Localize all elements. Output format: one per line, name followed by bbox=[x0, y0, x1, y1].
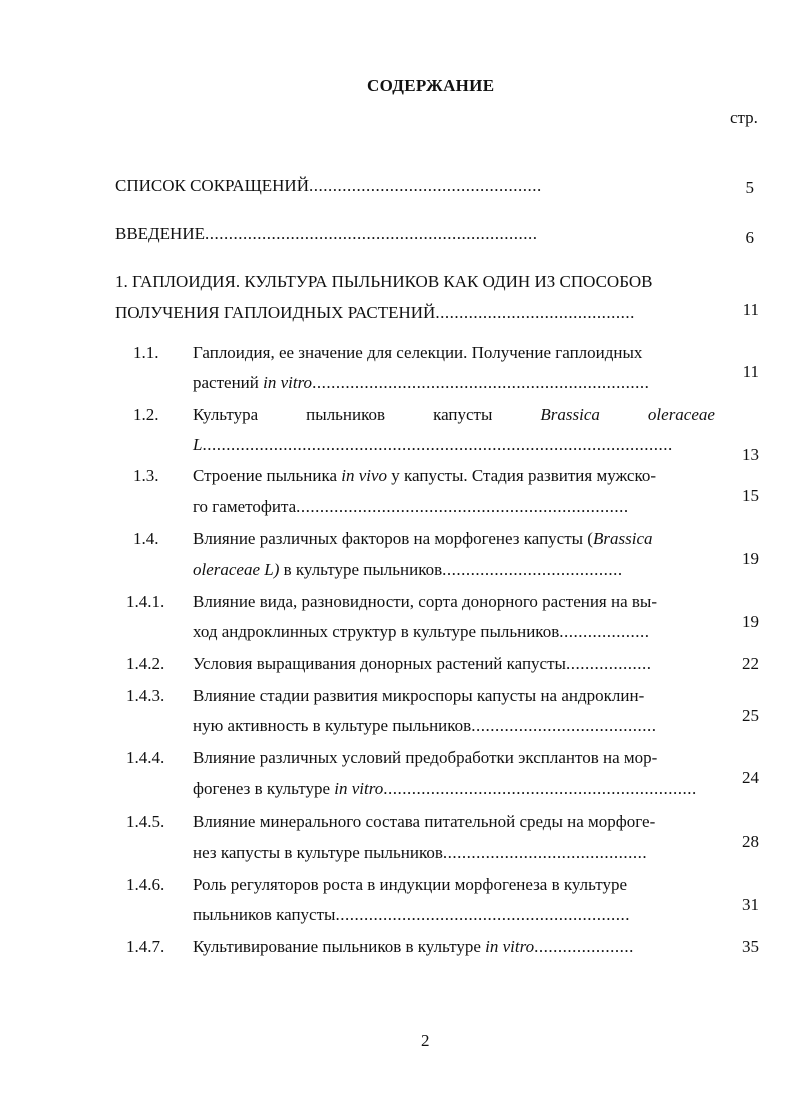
toc-chapter-1-line2: ПОЛУЧЕНИЯ ГАПЛОИДНЫХ РАСТЕНИЙ.......................................... bbox=[115, 303, 635, 322]
toc-page-number: 22 bbox=[742, 654, 759, 673]
section-number: 1.2. bbox=[133, 405, 159, 424]
toc-page-number: 5 bbox=[745, 178, 754, 197]
dot-leader: ........................................... bbox=[442, 843, 648, 862]
toc-page-number: 35 bbox=[742, 937, 759, 956]
dot-leader: ...................................................................... bbox=[296, 497, 629, 516]
section-number: 1.4.1. bbox=[126, 592, 165, 611]
toc-page-number: 6 bbox=[745, 228, 754, 247]
toc-page-number: 19 bbox=[742, 549, 759, 568]
dot-leader: ................................................. bbox=[308, 176, 542, 195]
dot-leader: .................. bbox=[565, 654, 652, 673]
section-1-4-line1: Влияние различных факторов на морфогенез капусты (Brassica bbox=[193, 529, 653, 548]
section-number: 1.4.5. bbox=[126, 812, 165, 831]
dot-leader: .............................................................. bbox=[335, 905, 630, 924]
section-number: 1.1. bbox=[133, 343, 159, 362]
dot-leader: .................................................................. bbox=[383, 779, 697, 798]
toc-page-number: 13 bbox=[742, 445, 759, 464]
section-1-4-4-line2: фогенез в культуре in vitro.................................................................. bbox=[193, 779, 697, 798]
toc-page-number: 11 bbox=[742, 362, 759, 381]
dot-leader: ..................... bbox=[534, 937, 634, 956]
dot-leader: ....................................................................... bbox=[312, 373, 650, 392]
dot-leader: .......................................... bbox=[435, 303, 635, 322]
section-1-1-line2: растений in vitro....................................................................... bbox=[193, 373, 650, 392]
section-number: 1.4.6. bbox=[126, 875, 165, 894]
section-number: 1.4.3. bbox=[126, 686, 165, 705]
section-1-2-line2: L................................................................................................... bbox=[193, 435, 673, 454]
section-1-4-5-line1: Влияние минерального состава питательной среды на морфоге- bbox=[193, 812, 656, 831]
toc-chapter-1-line1: 1. ГАПЛОИДИЯ. КУЛЬТУРА ПЫЛЬНИКОВ КАК ОДИН ИЗ СПОСОБОВ bbox=[115, 272, 653, 291]
dot-leader: ...................................... bbox=[442, 560, 623, 579]
section-1-4-3-line1: Влияние стадии развития микроспоры капусты на андроклин- bbox=[193, 686, 645, 705]
section-1-4-3-line2: ную активность в культуре пыльников....................................... bbox=[193, 716, 657, 735]
section-number: 1.4.4. bbox=[126, 748, 165, 767]
section-1-3-line2: го гаметофита...................................................................... bbox=[193, 497, 629, 516]
page-column-header: стр. bbox=[730, 108, 758, 127]
toc-entry-introduction bbox=[115, 224, 537, 244]
toc-page-number: 25 bbox=[742, 706, 759, 725]
section-1-4-line2: oleraceae L) в культуре пыльников...................................... bbox=[193, 560, 623, 579]
section-1-4-6-line2: пыльников капусты.............................................................. bbox=[193, 905, 630, 924]
toc-entry-title: СПИСОК СОКРАЩЕНИЙ bbox=[115, 176, 309, 195]
dot-leader: ....................................... bbox=[471, 716, 657, 735]
page-number: 2 bbox=[421, 1031, 430, 1050]
dot-leader: ................................................................................................... bbox=[202, 435, 673, 454]
section-number: 1.3. bbox=[133, 466, 159, 485]
toc-page-number: 11 bbox=[742, 300, 759, 319]
section-1-3-line1: Строение пыльника in vivo у капусты. Стадия развития мужско- bbox=[193, 466, 657, 485]
section-1-4-1-line1: Влияние вида, разновидности, сорта донорного растения на вы- bbox=[193, 592, 658, 611]
dot-leader: ................... bbox=[559, 622, 650, 641]
toc-page-number: 24 bbox=[742, 768, 759, 787]
section-1-1-line1: Гаплоидия, ее значение для селекции. Получение гаплоидных bbox=[193, 343, 643, 362]
toc-page-number: 19 bbox=[742, 612, 759, 631]
dot-leader: ...................................................................... bbox=[204, 224, 538, 243]
section-1-4-5-line2: нез капусты в культуре пыльников........................................... bbox=[193, 843, 648, 862]
toc-entry-title: ВВЕДЕНИЕ bbox=[115, 224, 205, 243]
toc-page-number: 28 bbox=[742, 832, 759, 851]
section-1-4-2-line1: Условия выращивания донорных растений капусты.................. bbox=[193, 654, 652, 673]
section-1-2-line1: Культура пыльников капусты Brassica oleraceae bbox=[193, 405, 715, 424]
section-1-4-7-line1: Культивирование пыльников в культуре in vitro..................... bbox=[193, 937, 634, 956]
section-number: 1.4. bbox=[133, 529, 159, 548]
section-1-4-4-line1: Влияние различных условий предобработки эксплантов на мор- bbox=[193, 748, 658, 767]
section-number: 1.4.2. bbox=[126, 654, 165, 673]
page-title: СОДЕРЖАНИЕ bbox=[367, 76, 495, 95]
section-number: 1.4.7. bbox=[126, 937, 165, 956]
section-1-4-6-line1: Роль регуляторов роста в индукции морфогенеза в культуре bbox=[193, 875, 627, 894]
toc-page-number: 15 bbox=[742, 486, 759, 505]
section-1-4-1-line2: ход андроклинных структур в культуре пыльников................... bbox=[193, 622, 650, 641]
toc-page-number: 31 bbox=[742, 895, 759, 914]
toc-entry-abbreviations bbox=[115, 176, 542, 196]
